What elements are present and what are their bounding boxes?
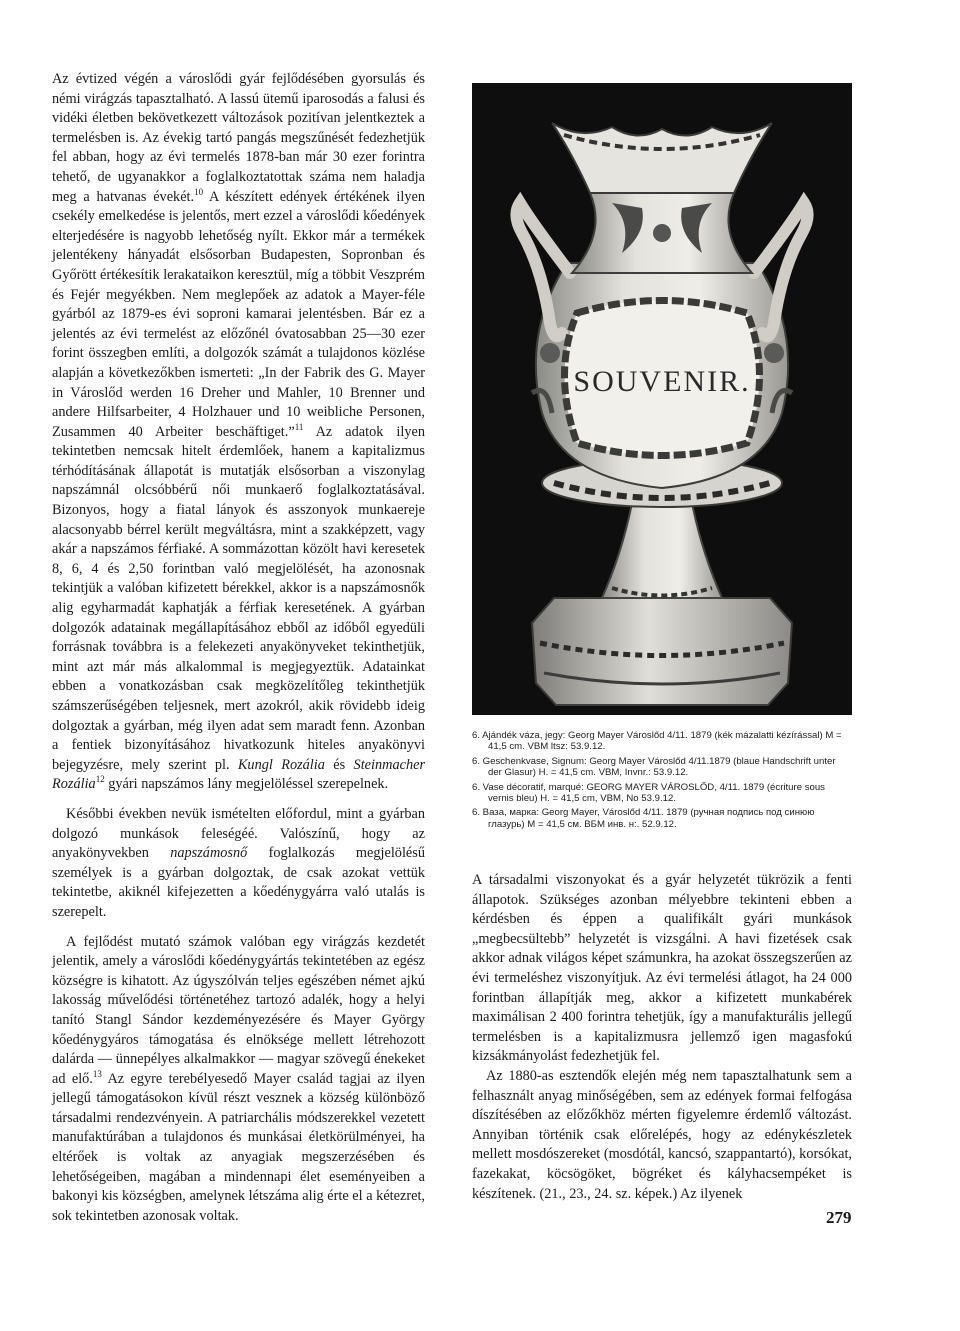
footnote-ref: 10	[194, 186, 204, 197]
right-text-column	[472, 871, 852, 1204]
right-paragraph-1: A társadalmi viszonyokat és a gyár helyzetét tükrözik a fenti állapotok. Szükséges azonban mélyebbre tekinteni ebben a kérdésben és éppen a qualifikált gyári munkások „megbecsültebb” helyzetét is vizsgálni. A havi fizetések csak akkor adnak világos képet számunkra, ha azokat összegszerűen az évi termeléshez viszonyítjuk. Az évi termelési átlagot, ha 24 000 forintban állapítják meg, akkor a kifizetett munkabérek maximálisan 2 400 forintra tehetjük, így a manufakturális jellegű termelésben is a kapitalizmusra jellemző igen magasfokú kizsákmányolást fedezhetjük fel.	[472, 872, 852, 1065]
caption-hungarian: 6. Ajándék váza, jegy: Georg Mayer Városlőd 4/11. 1879 (kék mázalatti kézírással) M = 41,5 cm. VBM ltsz: 53.9.12.	[472, 730, 842, 753]
paragraph-3: A fejlődést mutató számok valóban egy virágzás kezdetét jelentik, amely a városlődi kőedénygyártás tekintetében az egész községre is kihatott. Az úgyszólván teljes egészében német ajkú lakosság művelődési történetéhez tartozó adalék, hogy a helyi tanító Stangl Sándor kezdeményezésére és Mayer György kőedénygyáros támogatása és elnöksége mellett létrehozott dalárda — ünnepélyes alkalmakkor — magyar szövegű énekeket ad elő.$^{13}$ Az egyre terebélyesedő Mayer család tagjai az ilyen jellegű támogatásokon kívül részt vesznek a község különböző társadalmi rendezvényein. A patriarchális módszerekkel vezetett manufaktúrában a tulajdonos és munkásai életkörülményei, ha eltérőek is voltak az anyagiak megszerzésében és lehetőségeiben, magában a mindennapi élet eseményeiben a bakonyi kis községben, amelynek létszáma alig érte el a kétezret, sok tekintetben azonosak voltak.	[52, 933, 425, 1224]
emphasis: napszámosnő	[170, 845, 248, 862]
caption-russian: 6. Ваза, марка: Georg Mayer, Városlőd 4/11. 1879 (ручная подпись под синюю глазурь) M = 41,5 см. ВБМ инв. н:. 52.9.12.	[472, 807, 815, 830]
page-number: 279	[826, 1208, 852, 1227]
footnote-ref: 11	[294, 421, 304, 432]
paragraph-2: Későbbi években nevük ismételten előfordul, mint a gyárban dolgozó munkások feleségéé. Valószínű, hogy az anyakönyvekben napszámosnő foglalkozás megjelölésű személyek is a gyárban dolgoztak, de csak azokat vettük tekintetbe, akiknél kifejezetten a kőedénygyárra való utalás is szerepelt.	[52, 805, 425, 920]
person-name: Kungl Rozália	[237, 756, 325, 773]
vase-photograph	[472, 83, 852, 715]
caption-french: 6. Vase décoratif, marqué: GEORG MAYER VÁROSLŐD, 4/11. 1879 (écriture sous vernis bleu) H. = 41,5 cm, VBM, No 53.9.12.	[472, 781, 825, 805]
left-text-column	[52, 70, 425, 1226]
vase-illustration	[472, 83, 852, 715]
figure-captions	[472, 730, 852, 833]
paragraph-1: Az évtized végén a városlődi gyár fejlődésében gyorsulás és némi virágzás tapasztalható. A lassú ütemű iparosodás a falusi és vidéki életben bekövetkezett változások pozitívan jelentkeztek a termelésben is. Az évekig tartó pangás megszűnését fedezhetjük fel abban, hogy az évi termelés 1878-ban már 30 ezer forintra tehető, de ugyanakkor a foglalkoztatottak száma nem haladja meg a hatvanas évekét.$^{10}$ A készített edények értékének ilyen csekély emelkedése is jelentős, mert ezzel a városlődi kőedények elterjedésére is nagyobb lehetőség nyílt. Ekkor már a termékek jelentékeny hányadát elsősorban Budapesten, Sopronban és Győrött értékesítik lerakataikon keresztül, míg a többit Veszprém és Fejér megyékben. Nem meglepőek az adatok a Mayer-féle gyárból az 1879-es évi soproni kamarai jelentésben. Bár ez a jelentés az évi termelést az előzőnél óvatosabban 25—30 ezer forint összegben említi, a dolgozók számát a tulajdonos közlése alapján a következőkben ismerteti: „In der Fabrik des G. Mayer in Városlőd werden 16 Dreher und Mahler, 10 Brenner und andere Hilfsarbeiter, 4 Holzhauer und 10 weibliche Personen, Zusammen 40 Arbeiter beschäftiget.”$^{11}$ Az adatok ilyen tekintetben nemcsak hitelt érdemlőek, hanem a kapitalizmus térhódításának állapotát is mutatják elsősorban a viszonylag napszámnál olcsóbbérű női munkaerő foglalkoztatásával. Bizonyos, hogy a fiatal lányok és asszonyok munkaereje alacsonyabb bérrel került megváltásra, mint a szakképzett, vagy akár a napszámos férfiaké. A sommázottan közölt havi keresetek 8, 6, 4 és 2,50 forintban való megjelölését, ha azonosnak tekintjük a valóban kifizetett bérekkel, akkor is a napszámosnők alig egyharmadát kaphatják a férfiak keresetének. A gyárban dolgozók adatainak megállapításához ebből az időből egyedüli forrásnak továbbra is a felekezeti anyakönyveket tekinthetjük, mint azt már más alkalommal is megjegyeztük. Adatainkat ebben a vonatkozásban csak megközelítőleg tekinthetjük számszerűségében teljesnek, mert azokról, akik rövidebb ideig dolgoztak a gyárban, még ilyen adat sem maradt fenn. Azonban a fentiek bizonyításához hivatkozunk hiteles anyakönyvi bejegyzésre, mely szerint pl. Kungl Rozália és Steinmacher Rozália$^{12}$ gyári napszámos lány megjelöléssel szerepelnek.	[52, 71, 426, 793]
vase-inscription: SOUVENIR.	[573, 365, 751, 398]
footnote-ref: 12	[95, 774, 105, 785]
caption-german: 6. Geschenkvase, Signum: Georg Mayer Városlőd 4/11.1879 (blaue Handschrift unter der Glasur) H. = 41,5 cm. VBM, Invnr.: 53.9.12.	[472, 755, 836, 779]
right-paragraph-2: Az 1880-as esztendők elején még nem tapasztalhatunk sem a felhasznált anyag minőségében, sem az edények formai felfogása díszítésében az előzőkhöz mérten figyelemre érdemlő változást. Annyiban történik csak előrelépés, hogy az edénykészletek mellett mosdószereket (mosdótál, kancsó, szappantartó), korsókat, fazekakat, köcsögöket, bögréket és kályhacsempéket is készítenek. (21., 23., 24. sz. képek.) Az ilyenek	[472, 1067, 852, 1202]
footnote-ref: 13	[92, 1068, 102, 1079]
person-name: Steinmacher Rozália	[52, 756, 426, 793]
